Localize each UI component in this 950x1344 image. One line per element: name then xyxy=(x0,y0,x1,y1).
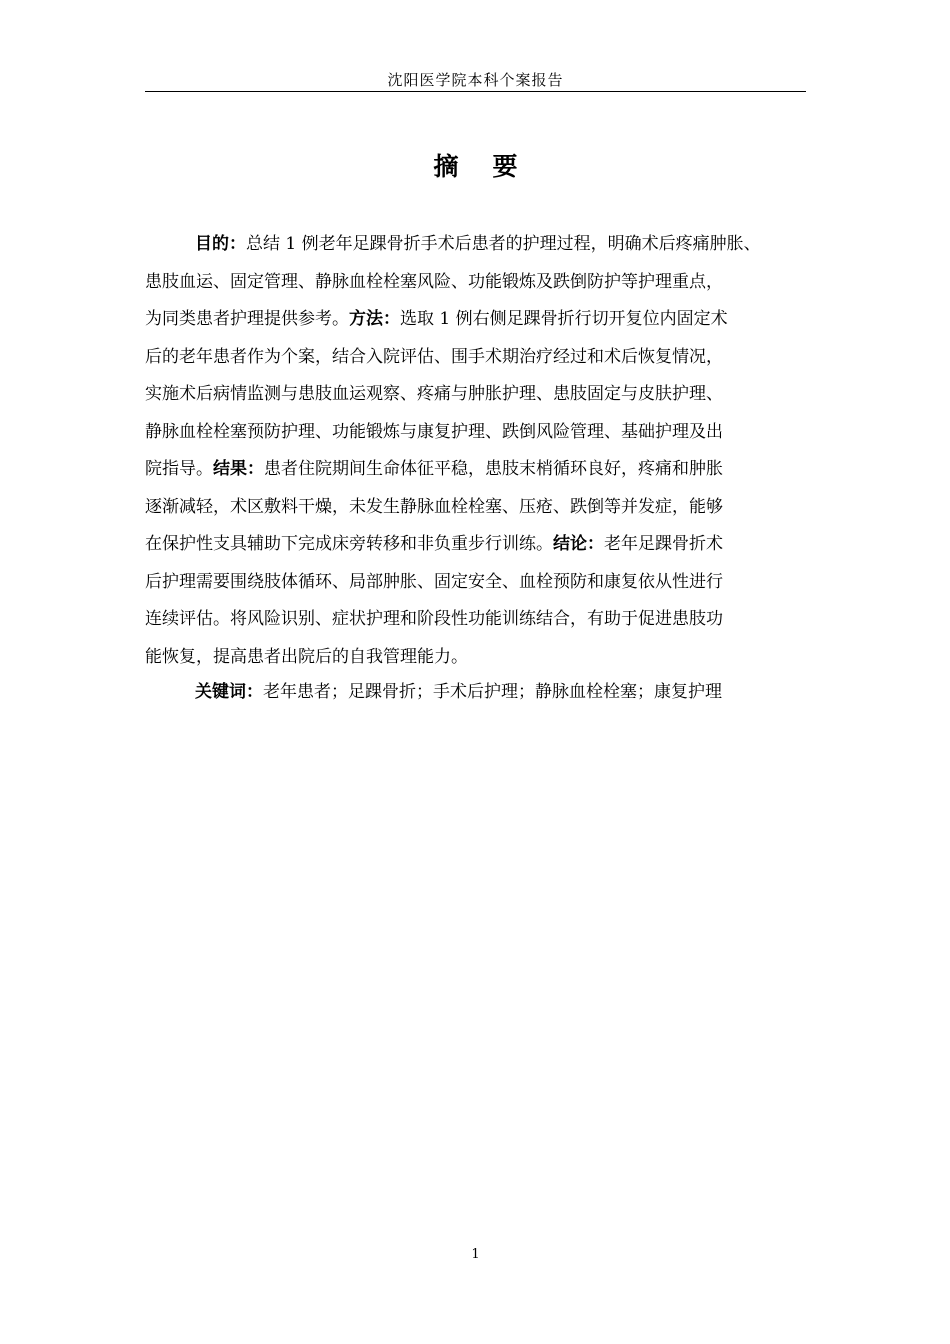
running-header: 沈阳医学院本科个案报告 xyxy=(387,71,564,89)
keywords xyxy=(195,674,722,711)
abstract-text: 后护理需要围绕肢体循环、局部肿胀、固定安全、血栓预防和康复依从性进行 xyxy=(145,571,723,592)
abstract-text: 能恢复，提高患者出院后的自我管理能力。 xyxy=(145,646,468,667)
conclusion-label: 结论： xyxy=(553,534,604,554)
abstract-line xyxy=(145,414,817,452)
abstract-text: 在保护性支具辅助下完成床旁转移和非负重步行训练。 xyxy=(145,534,553,554)
abstract-line xyxy=(145,264,817,302)
abstract-text: 选取 1 例右侧足踝骨折行切开复位内固定术 xyxy=(400,309,728,329)
abstract-text: 为同类患者护理提供参考。 xyxy=(145,309,349,329)
abstract-line xyxy=(145,226,817,264)
abstract-line xyxy=(145,339,817,377)
title-char-1: 摘 xyxy=(433,152,459,181)
abstract-text: 连续评估。将风险识别、症状护理和阶段性功能训练结合，有助于促进患肢功 xyxy=(145,609,723,629)
abstract-text: 总结 1 例老年足踝骨折手术后患者的护理过程，明确术后疼痛肿胀、 xyxy=(246,234,761,254)
purpose-label: 目的： xyxy=(195,234,246,254)
abstract-line xyxy=(145,301,817,339)
abstract-line xyxy=(145,601,817,639)
abstract-text: 后的老年患者作为个案，结合入院评估、围手术期治疗经过和术后恢复情况， xyxy=(145,346,723,367)
abstract-line xyxy=(145,639,817,677)
keywords-text: 老年患者；足踝骨折；手术后护理；静脉血栓栓塞；康复护理 xyxy=(263,682,722,702)
header-rule xyxy=(145,91,806,92)
abstract-line xyxy=(145,564,817,602)
page-number: 1 xyxy=(471,1247,480,1262)
abstract-text: 实施术后病情监测与患肢血运观察、疼痛与肿胀护理、患肢固定与皮肤护理、 xyxy=(145,384,723,404)
abstract-line xyxy=(145,376,817,414)
abstract-line xyxy=(145,489,817,527)
abstract-text: 逐渐减轻，术区敷料干燥，未发生静脉血栓栓塞、压疮、跌倒等并发症，能够 xyxy=(145,496,723,517)
abstract-text: 患者住院期间生命体征平稳，患肢末梢循环良好，疼痛和肿胀 xyxy=(264,459,723,479)
result-label: 结果： xyxy=(213,459,264,479)
abstract-title xyxy=(145,148,806,186)
method-label: 方法： xyxy=(349,309,400,329)
abstract-text: 院指导。 xyxy=(145,459,213,479)
abstract-text: 静脉血栓栓塞预防护理、功能锻炼与康复护理、跌倒风险管理、基础护理及出 xyxy=(145,421,723,442)
keywords-label: 关键词： xyxy=(195,682,263,702)
abstract-text: 老年足踝骨折术 xyxy=(604,534,723,554)
abstract-text: 患肢血运、固定管理、静脉血栓栓塞风险、功能锻炼及跌倒防护等护理重点， xyxy=(145,271,723,292)
abstract-body xyxy=(145,226,817,676)
abstract-line xyxy=(145,451,817,489)
title-char-2: 要 xyxy=(492,152,518,181)
abstract-line xyxy=(145,526,817,564)
